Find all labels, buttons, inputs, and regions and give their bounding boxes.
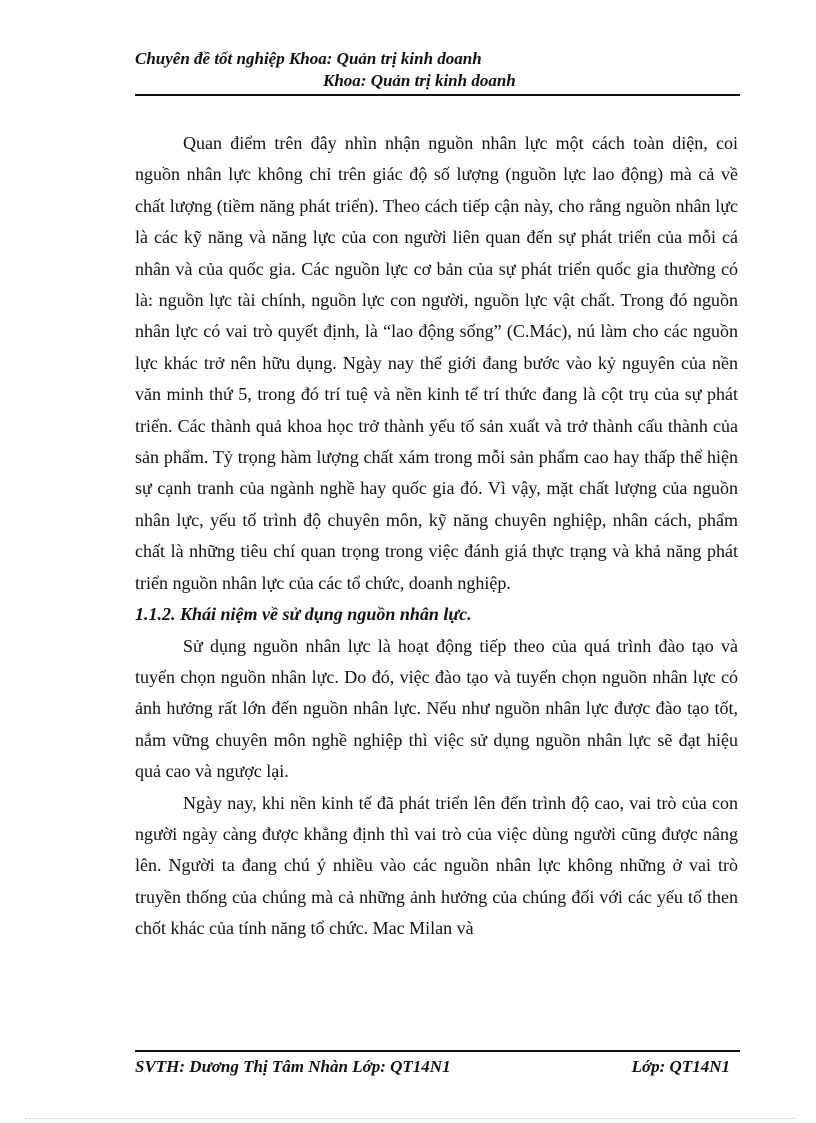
body-paragraph-2: Sử dụng nguồn nhân lực là hoạt động tiếp theo của quá trình đào tạo và tuyển chọn nguồn nhân lực. Do đó, việc đào tạo và tuyển chọn nguồn nhân lực có ảnh hưởng rất lớn đến nguồn nhân lực. Nếu như nguồn nhân lực được đào tạo tốt, nắm vững chuyên môn nghề nghiệp thì việc sử dụng nguồn nhân lực sẽ đạt hiệu quả cao và ngược lại. (135, 635, 738, 782)
header-line-1: Chuyên đề tốt nghiệp Khoa: Quản trị kinh doanh (135, 49, 482, 68)
page-bottom-edge (25, 1118, 795, 1119)
header-line-2: Khoa: Quản trị kinh doanh (323, 71, 516, 90)
footer-class-info: Lớp: QT14N1 (631, 1057, 730, 1076)
page-footer (135, 1056, 730, 1078)
footer-divider (135, 1050, 740, 1052)
document-body (135, 128, 738, 945)
header-divider (135, 94, 740, 96)
body-paragraph-1: Quan điểm trên đây nhìn nhận nguồn nhân lực một cách toàn diện, coi nguồn nhân lực không chỉ trên giác độ số lượng (nguồn lực lao động) mà cả về chất lượng (tiềm năng phát triển). Theo cách tiếp cận này, cho rằng nguồn nhân lực là các kỹ năng và năng lực của con người liên quan đến sự phát triển của mỗi cá nhân và của quốc gia. Các nguồn lực cơ bản của sự phát triển quốc gia thường có là: nguồn lực tài chính, nguồn lực con người, nguồn lực vật chất. Trong đó nguồn nhân lực có vai trò quyết định, là “lao động sống” (C.Mác), nú làm cho các nguồn lực khác trở nên hữu dụng. Ngày nay thế giới đang bước vào kỷ nguyên của nền văn minh thứ 5, trong đó trí tuệ và nền kinh tế trí thức đang là cột trụ của sự phát triển. Các thành quả khoa học trở thành yếu tố sản xuất và trở thành cấu thành của sản phẩm. Tỷ trọng hàm lượng chất xám trong mỗi sản phẩm cao hay thấp thể hiện sự cạnh tranh của ngành nghề hay quốc gia đó. Vì vậy, mặt chất lượng của nguồn nhân lực, yếu tố trình độ chuyên môn, kỹ năng chuyên nghiệp, nhân cách, phẩm chất là những tiêu chí quan trọng trong việc đánh giá thực trạng và khả năng phát triển nguồn nhân lực của các tổ chức, doanh nghiệp. (135, 133, 738, 593)
page-header (135, 48, 740, 92)
footer-student-info: SVTH: Dương Thị Tâm Nhàn Lớp: QT14N1 (135, 1057, 451, 1076)
body-paragraph-3: Ngày nay, khi nền kinh tế đã phát triển lên đến trình độ cao, vai trò của con người ngày càng được khẳng định thì vai trò của việc dùng người cũng được nâng lên. Người ta đang chú ý nhiều vào các nguồn nhân lực không những ở vai trò truyền thống của chúng mà cả những ảnh hưởng của chúng đối với các yếu tố then chốt khác của tính năng tổ chức. Mac Milan và (135, 792, 738, 939)
section-heading: 1.1.2. Khái niệm về sử dụng nguồn nhân lực. (135, 604, 472, 625)
